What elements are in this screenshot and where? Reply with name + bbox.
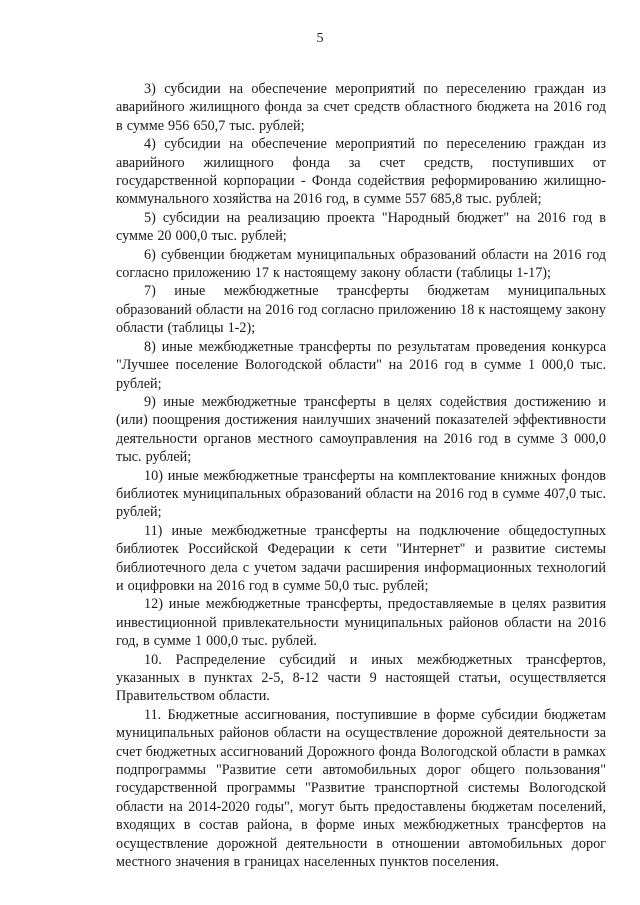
- paragraph-item-12: 12) иные межбюджетные трансферты, предоставляемые в целях развития инвестиционной привлекательности муниципальных районов области на 2016 год, в сумме 1 000,0 тыс. рублей.: [116, 596, 606, 650]
- paragraph-item-7: 7) иные межбюджетные трансферты бюджетам муниципальных образований области на 2016 год согласно приложению 18 к настоящему закону области (таблицы 1-2);: [116, 283, 606, 337]
- paragraph-item-10: 10) иные межбюджетные трансферты на комплектование книжных фондов библиотек муниципальных образований области на 2016 год в сумме 407,0 тыс. рублей;: [116, 467, 606, 521]
- paragraph-item-3: 3) субсидии на обеспечение мероприятий по переселению граждан из аварийного жилищного фонда за счет средств областного бюджета на 2016 год в сумме 956 650,7 тыс. рублей;: [116, 81, 606, 134]
- paragraph-item-11: 11) иные межбюджетные трансферты на подключение общедоступных библиотек Российской Федерации к сети "Интернет" и развитие системы библиотечного дела с учетом задачи расширения информационных технологий и оцифровки на 2016 год в сумме 50,0 тыс. рублей;: [116, 522, 606, 594]
- paragraph-part-11: 11. Бюджетные ассигнования, поступившие в форме субсидии бюджетам муниципальных районов области на осуществление дорожной деятельности за счет бюджетных ассигнований Дорожного фонда Вологодской области в рамках подпрограммы "Развитие сети автомобильных дорог общего пользования" государственной программы "Развитие транспортной системы Вологодской области на 2014-2020 годы", могут быть предоставлены бюджетам поселений, входящих в состав района, в форме иных межбюджетных трансфертов на осуществление дорожной деятельности в отношении автомобильных дорог местного значения в границах населенных пунктов поселения.: [116, 706, 606, 871]
- body-text: [116, 80, 606, 871]
- paragraph-item-9: 9) иные межбюджетные трансферты в целях содействия достижению и (или) поощрения достижения наилучших значений показателей эффективности деятельности органов местного самоуправления на 2016 год в сумме 3 000,0 тыс. рублей;: [116, 393, 606, 466]
- paragraph-part-10: 10. Распределение субсидий и иных межбюджетных трансфертов, указанных в пунктах 2-5, 8-12 части 9 настоящей статьи, осуществляется Правительством области.: [116, 651, 606, 705]
- paragraph-item-5: 5) субсидии на реализацию проекта "Народный бюджет" на 2016 год в сумме 20 000,0 тыс. рублей;: [116, 209, 606, 245]
- paragraph-item-8: 8) иные межбюджетные трансферты по результатам проведения конкурса "Лучшее поселение Вологодской области" на 2016 год в сумме 1 000,0 тыс. рублей;: [116, 338, 606, 392]
- paragraph-item-4: 4) субсидии на обеспечение мероприятий по переселению граждан из аварийного жилищного фонда за счет средств, поступивших от государственной корпорации - Фонда содействия реформированию жилищно-коммунального хозяйства на 2016 год, в сумме 557 685,8 тыс. рублей;: [116, 136, 606, 208]
- page-number: 5: [316, 31, 324, 46]
- paragraph-item-6: 6) субвенции бюджетам муниципальных образований области на 2016 год согласно приложению 17 к настоящему закону области (таблицы 1-17);: [116, 246, 606, 282]
